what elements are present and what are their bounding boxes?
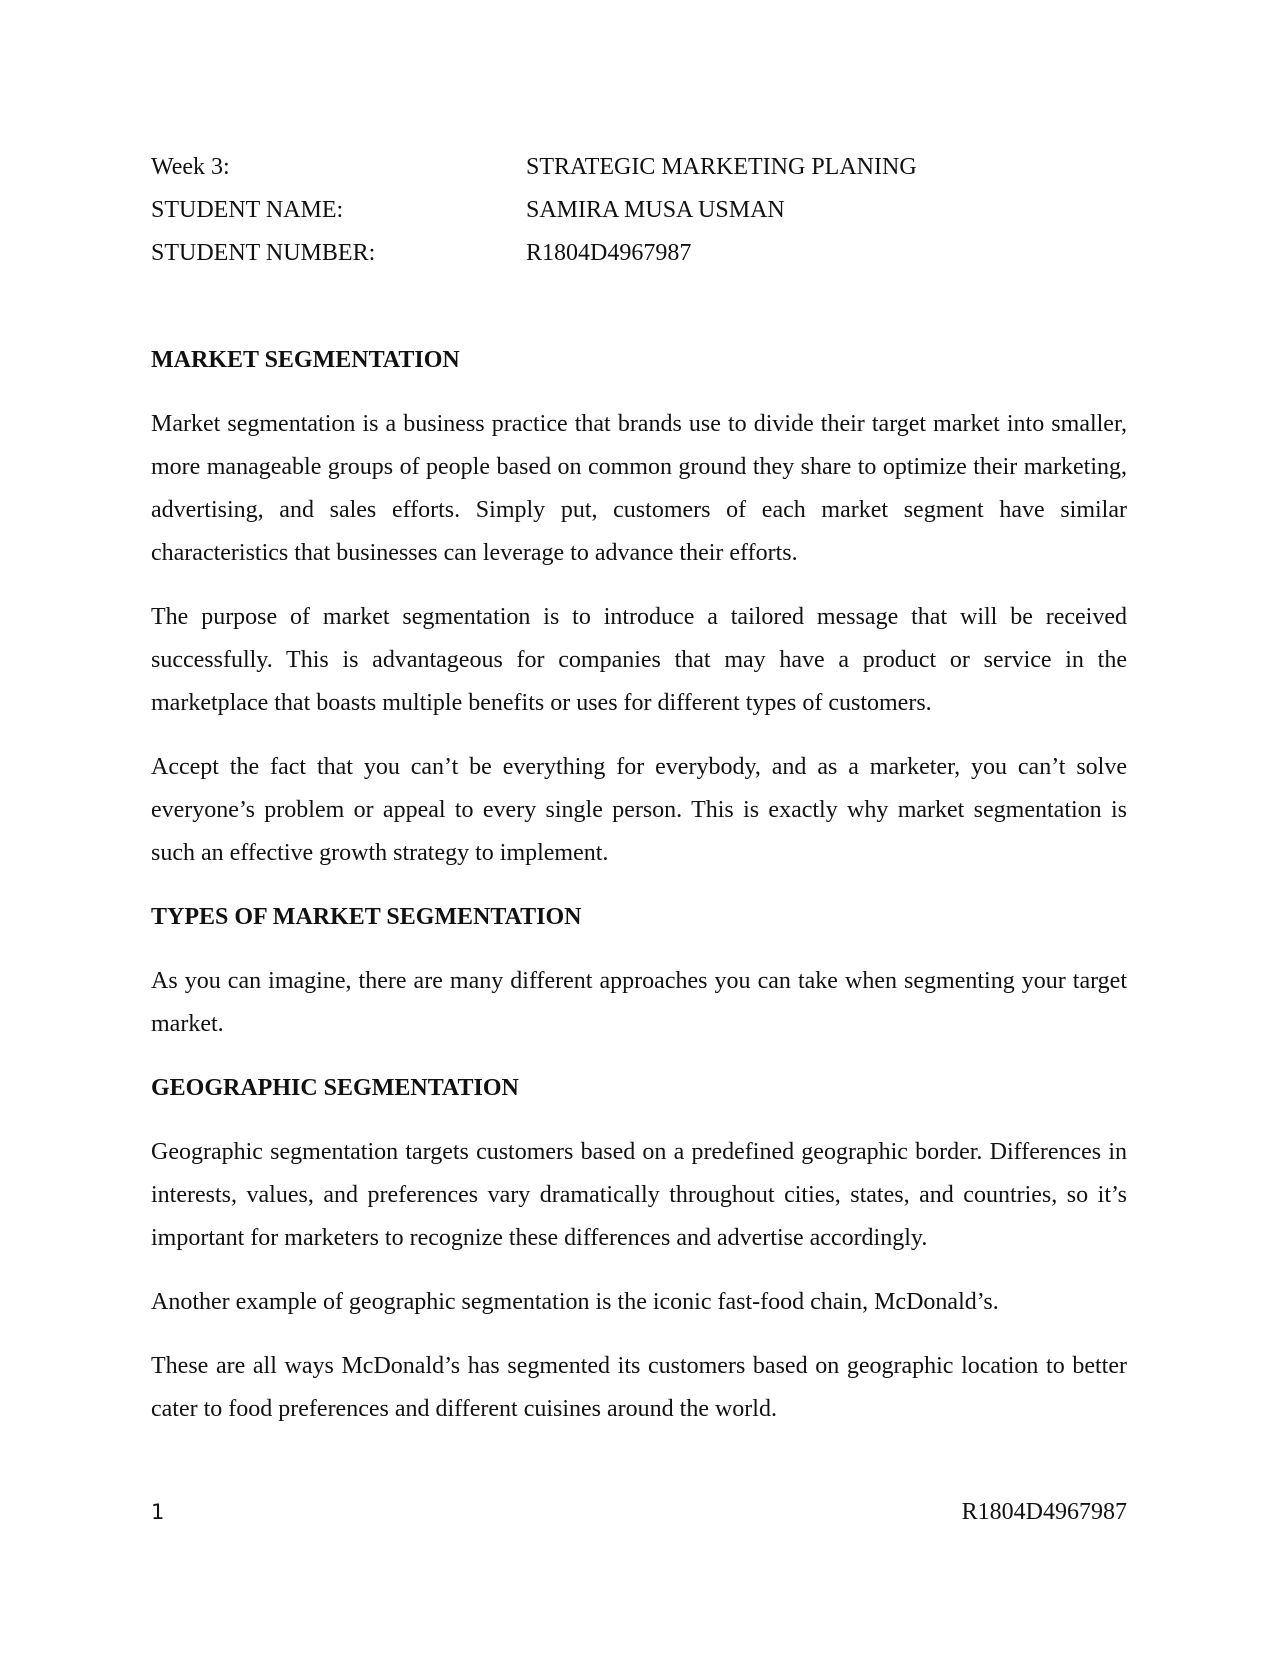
week-label: Week 3: (151, 154, 230, 180)
course-title: STRATEGIC MARKETING PLANING (526, 154, 917, 180)
info-row-student-name (151, 189, 1127, 232)
paragraph: As you can imagine, there are many different approaches you can take when segmenting your target market. (151, 968, 1127, 1037)
footer-student-id: R1804D4967987 (961, 1499, 1127, 1525)
student-number-label: STUDENT NUMBER: (151, 240, 376, 266)
paragraph: The purpose of market segmentation is to introduce a tailored message that will be received successfully. This is advantageous for companies that may have a product or service in the marketplace that boasts multiple benefits or uses for different types of customers. (151, 604, 1127, 716)
paragraph: Another example of geographic segmentation is the iconic fast-food chain, McDonald’s. (151, 1289, 999, 1315)
paragraph: These are all ways McDonald’s has segmented its customers based on geographic location to better cater to food preferences and different cuisines around the world. (151, 1353, 1127, 1422)
heading-geographic-segmentation: GEOGRAPHIC SEGMENTATION (151, 1075, 519, 1101)
heading-types-of-market-segmentation: TYPES OF MARKET SEGMENTATION (151, 904, 582, 930)
paragraph: Geographic segmentation targets customers based on a predefined geographic border. Differences in interests, values, and preferences vary dramatically throughout cities, states, and countries, so it’s important for marketers to recognize these differences and advertise accordingly. (151, 1139, 1127, 1251)
info-row-week (151, 146, 1127, 189)
student-number-value: R1804D4967987 (526, 240, 692, 266)
student-info-block (151, 146, 1127, 275)
heading-market-segmentation: MARKET SEGMENTATION (151, 347, 460, 373)
page-content (151, 146, 1127, 1431)
page-footer (151, 1496, 1127, 1528)
paragraph: Accept the fact that you can’t be everything for everybody, and as a marketer, you can’t solve everyone’s problem or appeal to every single person. This is exactly why market segmentation is such an effective growth strategy to implement. (151, 754, 1127, 866)
paragraph: Market segmentation is a business practice that brands use to divide their target market into smaller, more manageable groups of people based on common ground they share to optimize their marketing, advertising, and sales efforts. Simply put, customers of each market segment have similar characteristics that businesses can leverage to advance their efforts. (151, 411, 1127, 566)
student-name-value: SAMIRA MUSA USMAN (526, 197, 785, 223)
page-number: 1 (151, 1500, 165, 1524)
student-name-label: STUDENT NAME: (151, 197, 344, 223)
info-row-student-number (151, 232, 1127, 275)
